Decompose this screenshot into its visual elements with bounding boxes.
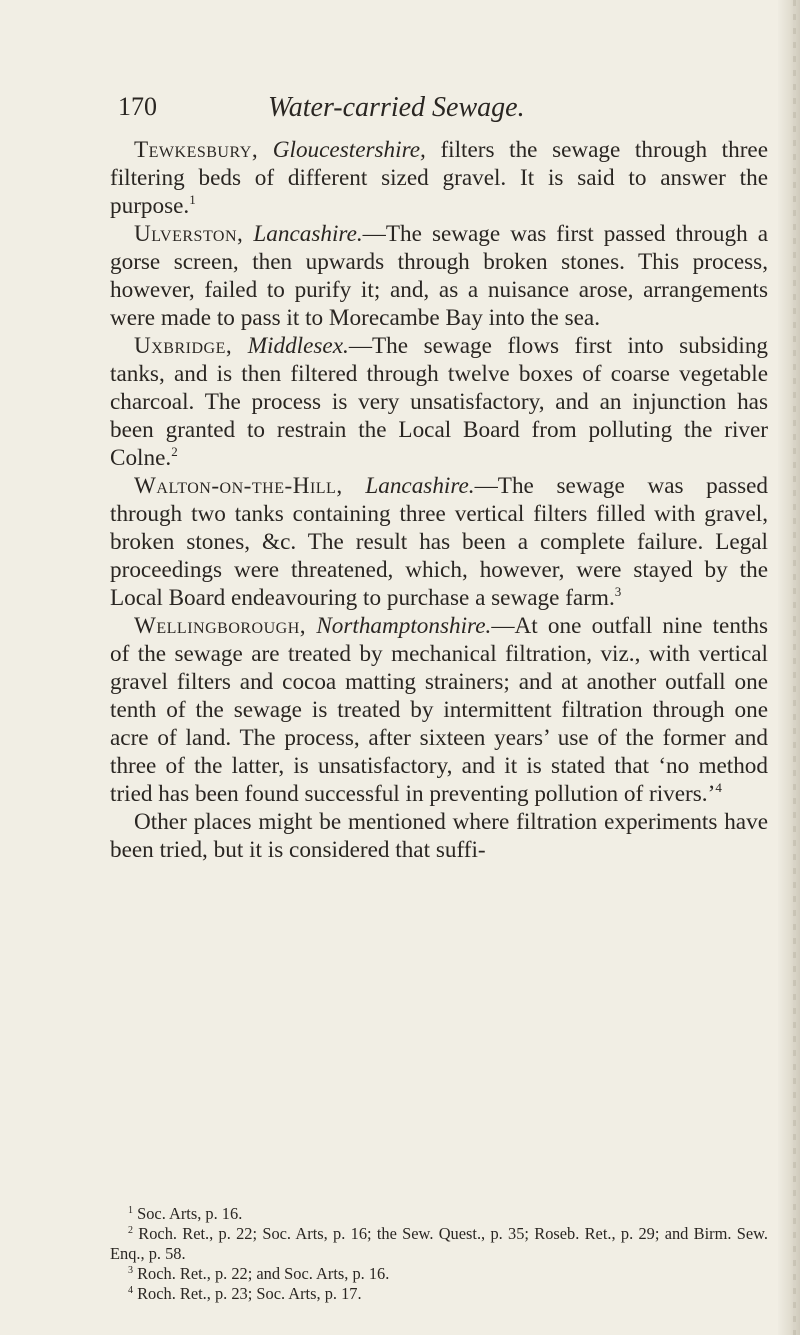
paragraph-text: —The sewage was first passed through a gorse screen, then upwards through broken stones. This process, however, failed to purify it; and, as a nuisance arose, arrangements were made to pass it to Morecambe Bay into the sea. — [110, 221, 769, 331]
county-name: Lancashire. — [365, 473, 475, 499]
footnote-ref: 4 — [715, 780, 722, 795]
place-name: Wellingborough, — [134, 613, 307, 639]
running-head: Water-carried Sewage. — [268, 92, 525, 123]
county-name: Northamptonshire. — [316, 613, 492, 639]
footnote-number: 2 — [128, 1225, 133, 1236]
place-name: Walton-on-the-Hill, — [134, 473, 343, 499]
page-header — [118, 92, 738, 126]
paragraph-tewkesbury — [110, 136, 768, 220]
place-name: Uxbridge, — [134, 333, 233, 359]
paragraph-other-places — [110, 808, 768, 864]
footnote-number: 4 — [128, 1285, 133, 1296]
footnote — [110, 1224, 768, 1264]
footnote-ref: 2 — [171, 444, 178, 459]
footnote-text: Roch. Ret., p. 23; Soc. Arts, p. 17. — [137, 1284, 362, 1303]
paragraph-uxbridge — [110, 332, 768, 472]
place-name: Tewkesbury, — [134, 137, 259, 163]
footnotes — [110, 1204, 768, 1304]
county-name: Gloucestershire, — [272, 137, 426, 163]
county-name: Middlesex. — [247, 333, 349, 359]
footnote-text: Roch. Ret., p. 22; and Soc. Arts, p. 16. — [137, 1264, 390, 1283]
footnote-ref: 1 — [189, 192, 196, 207]
paragraph-ulverston — [110, 220, 768, 332]
footnote-text: Soc. Arts, p. 16. — [137, 1204, 243, 1223]
county-name: Lancashire. — [253, 221, 363, 247]
footnote-number: 1 — [128, 1205, 133, 1216]
paragraph-walton — [110, 472, 768, 612]
place-name: Ulverston, — [134, 221, 244, 247]
paragraph-text: —The sewage flows first into subsiding tanks, and is then filtered through twelve boxes of coarse vegetable charcoal. The process is very unsatisfactory, and an injunction has been granted to restrain the Local Board from polluting the river Colne. — [110, 333, 769, 471]
paragraph-wellingborough — [110, 612, 768, 808]
footnote-ref: 3 — [614, 584, 622, 599]
paragraph-text: —At one outfall nine tenths of the sewage are treated by mechanical filtration, viz., with vertical gravel filters and cocoa matting strainers; and at another outfall one tenth of the sewage is treated by intermittent filtration through one acre of land. The process, after sixteen years’ use of the former and three of the latter, is unsatisfactory, and it is stated that ‘no method tried has been found successful in preventing pollution of rivers.’ — [110, 613, 768, 807]
footnote — [110, 1264, 768, 1284]
paragraph-text: filters the sewage through three filtering beds of different sized gravel. It is said to answer the purpose. — [110, 137, 769, 219]
footnote — [110, 1284, 768, 1304]
page-edge-stripe — [793, 0, 796, 1335]
footnote-text: Roch. Ret., p. 22; Soc. Arts, p. 16; the Sew. Quest., p. 35; Roseb. Ret., p. 29; and Birm. Sew. Enq., p. 58. — [110, 1224, 768, 1263]
paragraph-text: —The sewage was passed through two tanks containing three vertical filters filled with gravel, broken stones, &c. The result has been a complete failure. Legal proceedings were threatened, which, however, were stayed by the Local Board endeavouring to purchase a sewage farm. — [110, 473, 769, 611]
page-number: 170 — [118, 92, 157, 121]
page-edge — [778, 0, 800, 1335]
paragraph-text: Other places might be mentioned where filtration experiments have been tried, but it is considered that suffi- — [110, 809, 768, 863]
footnote-number: 3 — [128, 1265, 133, 1276]
footnote — [110, 1204, 768, 1224]
body-text — [110, 136, 768, 864]
